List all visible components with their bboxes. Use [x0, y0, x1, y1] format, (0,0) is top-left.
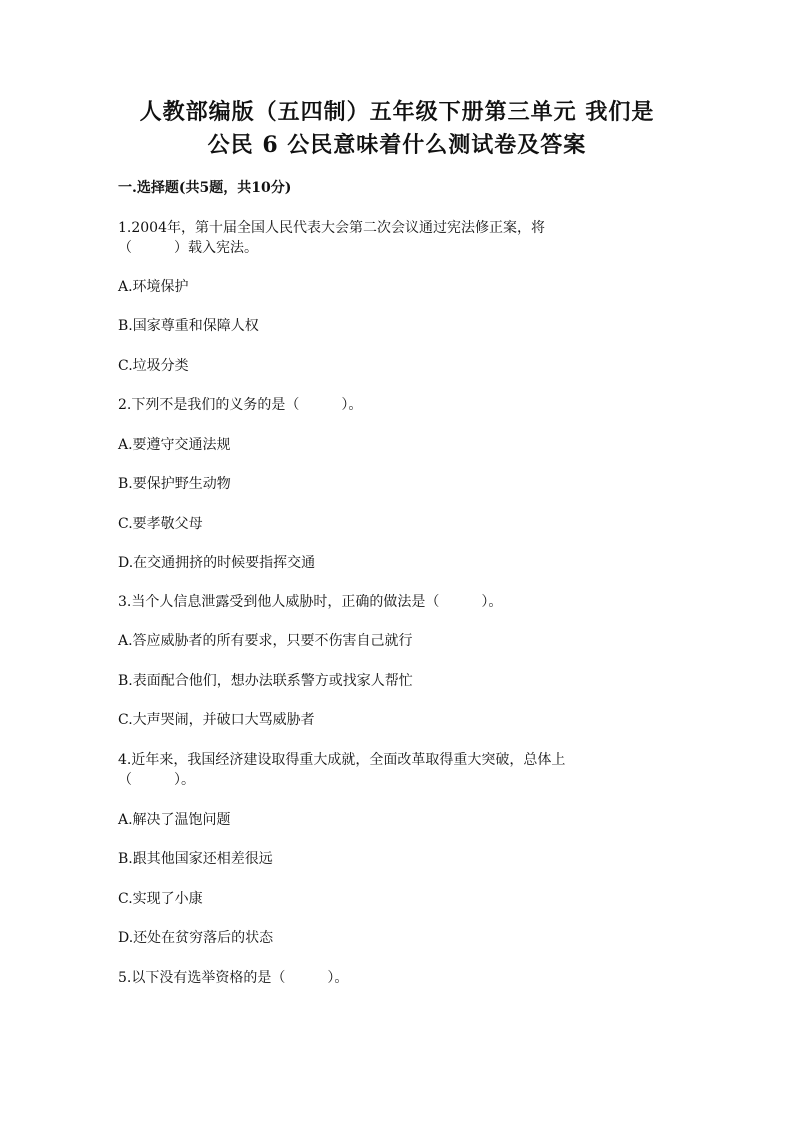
- question-1-option-c: C.垃圾分类: [118, 358, 189, 374]
- question-4-option-a: A.解决了温饱问题: [118, 812, 231, 828]
- question-3-option-a: A.答应威胁者的所有要求，只要不伤害自己就行: [118, 633, 413, 649]
- question-1-option-a: A.环境保护: [118, 279, 189, 295]
- question-2-option-c: C.要孝敬父母: [118, 516, 203, 532]
- question-4-option-c: C.实现了小康: [118, 891, 203, 907]
- question-2-stem: 2.下列不是我们的义务的是（ ）。: [118, 397, 363, 413]
- question-4-option-d: D.还处在贫穷落后的状态: [118, 930, 274, 946]
- question-4-option-b: B.跟其他国家还相差很远: [118, 851, 273, 867]
- question-5-stem: 5.以下没有选举资格的是（ ）。: [118, 970, 349, 986]
- question-3-option-c: C.大声哭闹，并破口大骂威胁者: [118, 712, 315, 728]
- question-4-stem-line-1: 4.近年来，我国经济建设取得重大成就，全面改革取得重大突破，总体上: [118, 752, 566, 768]
- question-2-option-b: B.要保护野生动物: [118, 476, 231, 492]
- section-heading: 一.选择题(共5题，共10分): [118, 180, 292, 196]
- question-2-option-d: D.在交通拥挤的时候要指挥交通: [118, 555, 316, 571]
- question-3-option-b: B.表面配合他们，想办法联系警方或找家人帮忙: [118, 673, 413, 689]
- page-title-line-2: 公民 6 公民意味着什么测试卷及答案: [207, 132, 587, 158]
- question-2-option-a: A.要遵守交通法规: [118, 437, 231, 453]
- question-3-stem: 3.当个人信息泄露受到他人威胁时，正确的做法是（ ）。: [118, 594, 503, 610]
- question-4-stem-line-2: （ ）。: [118, 772, 195, 788]
- question-1-stem-line-2: （ ）载入宪法。: [118, 240, 258, 256]
- question-1-option-b: B.国家尊重和保障人权: [118, 318, 259, 334]
- question-1-stem-line-1: 1.2004年，第十届全国人民代表大会第二次会议通过宪法修正案，将: [118, 220, 545, 236]
- page-title-line-1: 人教部编版（五四制）五年级下册第三单元 我们是: [139, 99, 655, 125]
